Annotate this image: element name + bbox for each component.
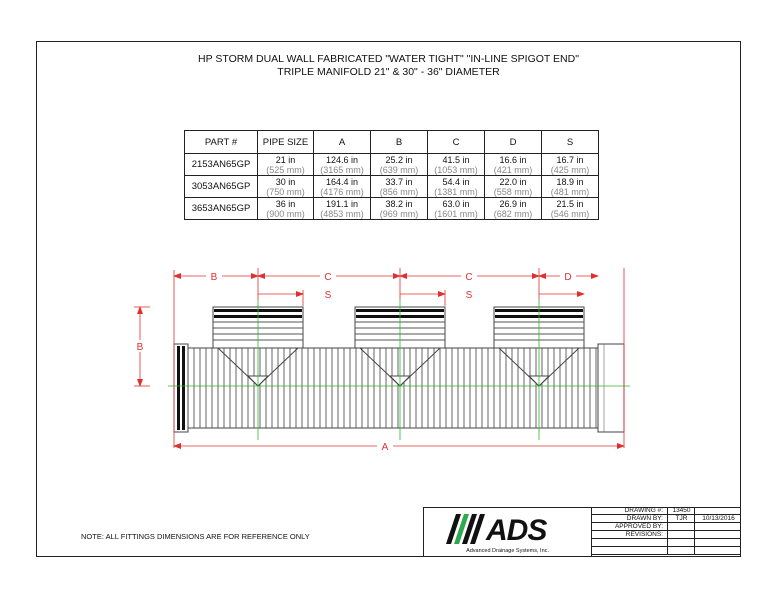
table-cell: 191.1 in (4853 mm)	[314, 198, 371, 220]
dim-label-c1: C	[324, 272, 332, 283]
table-cell: 36 in (900 mm)	[258, 198, 314, 220]
main-pipe	[186, 344, 624, 432]
table-cell: 124.6 in (3165 mm)	[314, 154, 371, 176]
drawn-by-label: DRAWN BY:	[626, 515, 663, 522]
dim-label-b-top: B	[210, 272, 218, 283]
column-header: S	[542, 131, 599, 154]
table-cell: 26.9 in (682 mm)	[485, 198, 542, 220]
table-cell: 41.5 in (1053 mm)	[428, 154, 485, 176]
drawing-number-label: DRAWING #:	[624, 507, 663, 514]
drawing-number-value: 13450	[667, 507, 695, 515]
part-number-cell: 2153AN65GP	[185, 154, 258, 176]
table-cell: 164.4 in (4176 mm)	[314, 176, 371, 198]
table-cell: 21.5 in (546 mm)	[542, 198, 599, 220]
column-header: C	[428, 131, 485, 154]
column-header: B	[371, 131, 428, 154]
column-header: PART #	[185, 131, 258, 154]
table-cell: 21 in (525 mm)	[258, 154, 314, 176]
table-cell: 33.7 in (856 mm)	[371, 176, 428, 198]
table-cell: 25.2 in (639 mm)	[371, 154, 428, 176]
left-gasket-end	[174, 344, 188, 432]
revisions-row	[592, 531, 741, 539]
title-block-fields	[592, 507, 741, 557]
logo-text: ADS	[486, 514, 547, 547]
table-cell: 16.7 in (425 mm)	[542, 154, 599, 176]
blank-row	[592, 547, 741, 555]
drawn-by-row	[592, 515, 741, 523]
empty-cell	[667, 539, 695, 547]
table-cell: 38.2 in (969 mm)	[371, 198, 428, 220]
dim-label-c2: C	[465, 272, 473, 283]
empty-cell	[694, 531, 742, 539]
part-number-cell: 3053AN65GP	[185, 176, 258, 198]
dim-label-b-side: B	[136, 342, 144, 353]
table-cell: 16.6 in (421 mm)	[485, 154, 542, 176]
ads-logo	[423, 507, 592, 557]
dim-label-s1: S	[324, 290, 332, 301]
dim-label-s2: S	[465, 290, 473, 301]
table-cell: 18.9 in (481 mm)	[542, 176, 599, 198]
empty-cell	[667, 523, 695, 531]
revisions-label: REVISIONS:	[625, 531, 663, 538]
table-cell: 30 in (750 mm)	[258, 176, 314, 198]
part-number-cell: 3653AN65GP	[185, 198, 258, 220]
approved-by-label: APPROVED BY:	[614, 523, 663, 530]
drawing-title-line2: TRIPLE MANIFOLD 21" & 30" - 36" DIAMETER	[277, 66, 500, 78]
empty-cell	[667, 531, 695, 539]
table-cell: 22.0 in (558 mm)	[485, 176, 542, 198]
empty-cell	[694, 547, 742, 555]
table-cell: 54.4 in (1381 mm)	[428, 176, 485, 198]
drawing-title-line1: HP STORM DUAL WALL FABRICATED "WATER TIGHT" "IN-LINE SPIGOT END"	[198, 53, 579, 65]
drawn-date: 10/13/2016	[694, 515, 742, 523]
column-header: A	[314, 131, 371, 154]
title-block	[423, 507, 741, 557]
approved-by-row	[592, 523, 741, 531]
reference-note: NOTE: ALL FITTINGS DIMENSIONS ARE FOR REFERENCE ONLY	[81, 532, 310, 541]
empty-cell	[694, 507, 742, 515]
empty-cell	[694, 523, 742, 531]
empty-cell	[667, 547, 695, 555]
drawn-by-value: TJR	[667, 515, 695, 523]
blank-row	[592, 539, 741, 547]
drawing-number-row	[592, 507, 741, 515]
column-header: D	[485, 131, 542, 154]
logo-subtitle: Advanced Drainage Systems, Inc.	[466, 548, 549, 554]
dim-label-d: D	[564, 272, 572, 283]
empty-cell	[694, 539, 742, 547]
column-header: PIPE SIZE	[258, 131, 314, 154]
table-cell: 63.0 in (1601 mm)	[428, 198, 485, 220]
dim-label-a: A	[381, 442, 389, 453]
